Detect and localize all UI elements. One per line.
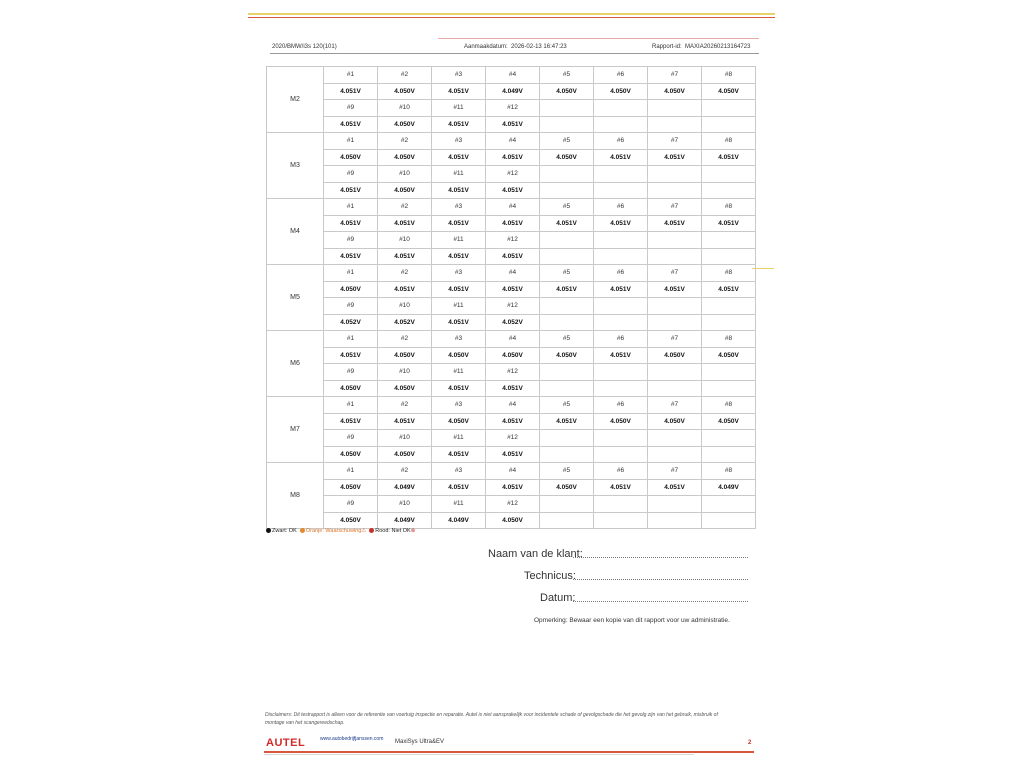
table-row (267, 67, 756, 84)
cell-voltage: 4.051V (432, 149, 486, 166)
header-accent-line (438, 38, 759, 39)
cell-voltage: 4.050V (432, 347, 486, 364)
cell-voltage: 4.050V (540, 347, 594, 364)
black-dot-icon (266, 528, 271, 533)
cell-number: #1 (324, 265, 378, 282)
cell-voltage: 4.050V (648, 347, 702, 364)
empty-cell (594, 248, 648, 265)
cell-number: #5 (540, 67, 594, 84)
date-label: Datum: (540, 592, 576, 604)
cell-voltage: 4.051V (486, 149, 540, 166)
cell-voltage: 4.051V (486, 446, 540, 463)
empty-cell (648, 166, 702, 183)
table-row (267, 298, 756, 315)
cell-voltage: 4.051V (324, 182, 378, 199)
cell-voltage: 4.051V (540, 215, 594, 232)
cell-number: #11 (432, 298, 486, 315)
cell-voltage: 4.050V (324, 479, 378, 496)
cell-voltage: 4.051V (432, 314, 486, 331)
cell-number: #12 (486, 100, 540, 117)
cell-number: #5 (540, 463, 594, 480)
cell-number: #9 (324, 298, 378, 315)
cell-number: #6 (594, 331, 648, 348)
cell-number: #5 (540, 199, 594, 216)
cell-number: #8 (702, 265, 756, 282)
table-row (267, 314, 756, 331)
module-label: M8 (267, 463, 324, 529)
technician-line (573, 579, 748, 580)
empty-cell (594, 232, 648, 249)
vehicle-info: 2020/BMW/i3s 120(101) (272, 44, 337, 50)
cell-voltage: 4.050V (702, 413, 756, 430)
footer-grey-bar (264, 754, 694, 755)
empty-cell (540, 314, 594, 331)
empty-cell (594, 166, 648, 183)
module-label: M4 (267, 199, 324, 265)
cell-voltage: 4.052V (486, 314, 540, 331)
cell-number: #8 (702, 133, 756, 150)
table-row (267, 397, 756, 414)
cell-number: #6 (594, 133, 648, 150)
cell-voltage: 4.050V (324, 281, 378, 298)
empty-cell (648, 182, 702, 199)
table-row (267, 232, 756, 249)
cell-number: #4 (486, 331, 540, 348)
cell-number: #1 (324, 67, 378, 84)
cell-number: #7 (648, 133, 702, 150)
table-row (267, 100, 756, 117)
cell-number: #4 (486, 67, 540, 84)
empty-cell (540, 380, 594, 397)
header-rule (270, 53, 759, 54)
empty-cell (594, 512, 648, 529)
cell-voltage: 4.049V (486, 83, 540, 100)
cell-number: #2 (378, 463, 432, 480)
empty-cell (648, 232, 702, 249)
cell-voltage: 4.050V (378, 83, 432, 100)
table-row (267, 215, 756, 232)
cell-number: #9 (324, 100, 378, 117)
cell-voltage: 4.050V (486, 512, 540, 529)
cell-number: #10 (378, 496, 432, 513)
cell-voltage: 4.051V (432, 479, 486, 496)
table-row (267, 364, 756, 381)
cell-number: #6 (594, 199, 648, 216)
empty-cell (648, 100, 702, 117)
table-row (267, 116, 756, 133)
customer-name-label: Naam van de klant: (488, 548, 583, 560)
cell-number: #2 (378, 199, 432, 216)
customer-name-line (573, 557, 748, 558)
cell-voltage: 4.050V (324, 512, 378, 529)
cell-voltage: 4.051V (702, 149, 756, 166)
cell-number: #11 (432, 100, 486, 117)
cell-voltage: 4.051V (432, 281, 486, 298)
legend-not-ok: Rood: Niet OK (375, 528, 411, 534)
cell-number: #2 (378, 265, 432, 282)
cell-number: #7 (648, 67, 702, 84)
cell-voltage: 4.051V (378, 215, 432, 232)
module-label: M5 (267, 265, 324, 331)
cell-number: #4 (486, 133, 540, 150)
cell-voltage: 4.050V (378, 446, 432, 463)
cell-voltage: 4.050V (378, 182, 432, 199)
cell-voltage: 4.051V (648, 149, 702, 166)
cell-voltage: 4.051V (648, 281, 702, 298)
cell-number: #7 (648, 331, 702, 348)
table-row (267, 446, 756, 463)
cell-number: #6 (594, 463, 648, 480)
cell-number: #10 (378, 100, 432, 117)
cell-number: #4 (486, 199, 540, 216)
table-row (267, 182, 756, 199)
cell-voltage: 4.050V (648, 413, 702, 430)
empty-cell (648, 430, 702, 447)
cell-voltage: 4.049V (432, 512, 486, 529)
cell-voltage: 4.051V (540, 281, 594, 298)
disclaimer: Disclaimers: Dit testrapport is alleen voor de referentie van voertuig inspectie en reparatie. Autel is niet aansprakelijk voor incidentele schade of gevolgschade die het gevolg zijn van het gebruik, misbruik of montage van het scangereedschap. (265, 712, 718, 726)
cell-number: #12 (486, 166, 540, 183)
cell-number: #7 (648, 199, 702, 216)
footer-red-bar (264, 751, 754, 753)
footer-product: MaxiSys Ultra&EV (395, 739, 445, 745)
cell-voltage: 4.051V (432, 215, 486, 232)
empty-cell (594, 496, 648, 513)
table-row (267, 380, 756, 397)
cell-voltage: 4.051V (324, 413, 378, 430)
report-id (652, 44, 750, 50)
cell-number: #12 (486, 430, 540, 447)
cell-number: #10 (378, 364, 432, 381)
cell-voltage: 4.051V (324, 116, 378, 133)
empty-cell (594, 430, 648, 447)
empty-cell (648, 248, 702, 265)
empty-cell (648, 298, 702, 315)
cell-number: #1 (324, 133, 378, 150)
cell-voltage: 4.051V (324, 347, 378, 364)
empty-cell (702, 380, 756, 397)
created-label: Aanmaakdatum: (464, 44, 508, 50)
table-row (267, 133, 756, 150)
cell-voltage: 4.052V (324, 314, 378, 331)
cell-voltage: 4.050V (702, 83, 756, 100)
cell-voltage: 4.050V (648, 83, 702, 100)
empty-cell (540, 100, 594, 117)
cell-voltage: 4.051V (432, 446, 486, 463)
table-row (267, 248, 756, 265)
cell-voltage-table (266, 66, 756, 529)
cell-number: #3 (432, 397, 486, 414)
table-row (267, 199, 756, 216)
cell-number: #1 (324, 331, 378, 348)
cell-number: #10 (378, 430, 432, 447)
cell-number: #8 (702, 463, 756, 480)
cell-voltage: 4.051V (702, 281, 756, 298)
empty-cell (540, 116, 594, 133)
error-icon: ⊗ (410, 528, 416, 534)
report-id-value: MAXIA20260213164723 (685, 44, 751, 50)
cell-number: #9 (324, 430, 378, 447)
table-row (267, 347, 756, 364)
empty-cell (702, 166, 756, 183)
cell-voltage: 4.051V (432, 83, 486, 100)
report-id-label: Rapport-id: (652, 44, 682, 50)
module-label: M7 (267, 397, 324, 463)
orange-dot-icon (300, 528, 305, 533)
autel-logo: AUTEL (266, 737, 306, 749)
cell-number: #9 (324, 232, 378, 249)
cell-number: #8 (702, 397, 756, 414)
cell-voltage: 4.049V (378, 479, 432, 496)
cell-number: #11 (432, 364, 486, 381)
empty-cell (540, 446, 594, 463)
empty-cell (540, 298, 594, 315)
empty-cell (540, 364, 594, 381)
empty-cell (702, 248, 756, 265)
red-dot-icon (369, 528, 374, 533)
cell-voltage: 4.051V (432, 116, 486, 133)
cell-number: #9 (324, 364, 378, 381)
empty-cell (702, 364, 756, 381)
cell-number: #12 (486, 232, 540, 249)
empty-cell (540, 430, 594, 447)
created-value: 2026-02-13 16:47:23 (511, 44, 567, 50)
cell-voltage: 4.050V (486, 347, 540, 364)
legend-ok: Zwart: OK (272, 528, 297, 534)
empty-cell (648, 380, 702, 397)
cell-number: #9 (324, 496, 378, 513)
legend (266, 528, 415, 534)
cell-voltage: 4.051V (486, 248, 540, 265)
cell-voltage: 4.049V (378, 512, 432, 529)
cell-voltage: 4.051V (486, 215, 540, 232)
cell-voltage: 4.051V (486, 116, 540, 133)
table-row (267, 463, 756, 480)
cell-voltage: 4.051V (324, 215, 378, 232)
empty-cell (594, 182, 648, 199)
module-label: M6 (267, 331, 324, 397)
cell-number: #6 (594, 265, 648, 282)
empty-cell (594, 314, 648, 331)
cell-voltage: 4.050V (378, 347, 432, 364)
created-date (464, 44, 567, 50)
legend-warning: Oranje: Waarschuwing⚠ (305, 528, 367, 534)
cell-voltage: 4.051V (432, 380, 486, 397)
date-line (573, 601, 748, 602)
cell-voltage: 4.050V (378, 380, 432, 397)
cell-number: #1 (324, 199, 378, 216)
cell-number: #2 (378, 67, 432, 84)
cell-number: #11 (432, 430, 486, 447)
cell-voltage: 4.051V (378, 281, 432, 298)
cell-voltage: 4.051V (324, 83, 378, 100)
cell-voltage: 4.051V (594, 215, 648, 232)
empty-cell (648, 364, 702, 381)
cell-number: #2 (378, 397, 432, 414)
cell-number: #7 (648, 463, 702, 480)
cell-number: #11 (432, 496, 486, 513)
cell-voltage: 4.050V (594, 413, 648, 430)
cell-number: #6 (594, 397, 648, 414)
empty-cell (702, 496, 756, 513)
cell-number: #8 (702, 67, 756, 84)
cell-voltage: 4.050V (540, 83, 594, 100)
cell-voltage: 4.050V (702, 347, 756, 364)
cell-voltage: 4.050V (378, 116, 432, 133)
empty-cell (594, 298, 648, 315)
cell-voltage: 4.051V (432, 248, 486, 265)
cell-voltage: 4.051V (324, 248, 378, 265)
cell-number: #5 (540, 265, 594, 282)
top-red-line (248, 17, 775, 18)
cell-number: #10 (378, 166, 432, 183)
cell-number: #5 (540, 331, 594, 348)
cell-number: #6 (594, 67, 648, 84)
cell-voltage: 4.051V (378, 413, 432, 430)
cell-voltage: 4.050V (324, 380, 378, 397)
cell-voltage: 4.051V (486, 413, 540, 430)
cell-number: #12 (486, 298, 540, 315)
table-row (267, 413, 756, 430)
cell-number: #4 (486, 265, 540, 282)
cell-voltage: 4.051V (594, 281, 648, 298)
module-label: M2 (267, 67, 324, 133)
cell-voltage: 4.051V (540, 413, 594, 430)
table-row (267, 331, 756, 348)
cell-number: #12 (486, 496, 540, 513)
cell-number: #3 (432, 133, 486, 150)
cell-number: #8 (702, 331, 756, 348)
empty-cell (702, 100, 756, 117)
empty-cell (702, 314, 756, 331)
page-number: 2 (748, 740, 752, 746)
cell-voltage: 4.050V (540, 149, 594, 166)
cell-number: #9 (324, 166, 378, 183)
cell-voltage: 4.051V (486, 380, 540, 397)
cell-number: #3 (432, 331, 486, 348)
cell-number: #1 (324, 397, 378, 414)
table-row (267, 479, 756, 496)
empty-cell (594, 446, 648, 463)
empty-cell (648, 446, 702, 463)
cell-voltage: 4.050V (432, 413, 486, 430)
cell-voltage: 4.051V (702, 215, 756, 232)
cell-voltage: 4.050V (324, 149, 378, 166)
cell-number: #3 (432, 463, 486, 480)
empty-cell (540, 248, 594, 265)
empty-cell (540, 182, 594, 199)
cell-number: #3 (432, 67, 486, 84)
empty-cell (702, 116, 756, 133)
empty-cell (540, 166, 594, 183)
empty-cell (540, 512, 594, 529)
cell-number: #10 (378, 232, 432, 249)
cell-voltage: 4.050V (540, 479, 594, 496)
empty-cell (648, 512, 702, 529)
empty-cell (594, 100, 648, 117)
empty-cell (648, 496, 702, 513)
top-accent-line (248, 13, 775, 15)
cell-number: #7 (648, 397, 702, 414)
empty-cell (594, 116, 648, 133)
table-row (267, 265, 756, 282)
empty-cell (540, 232, 594, 249)
cell-voltage: 4.051V (648, 479, 702, 496)
empty-cell (594, 364, 648, 381)
empty-cell (702, 512, 756, 529)
cell-number: #8 (702, 199, 756, 216)
empty-cell (702, 298, 756, 315)
empty-cell (702, 446, 756, 463)
empty-cell (540, 496, 594, 513)
cell-voltage: 4.051V (594, 347, 648, 364)
cell-number: #5 (540, 397, 594, 414)
table-row (267, 281, 756, 298)
cell-voltage: 4.050V (324, 446, 378, 463)
cell-number: #11 (432, 232, 486, 249)
cell-number: #2 (378, 331, 432, 348)
table-row (267, 496, 756, 513)
cell-number: #4 (486, 397, 540, 414)
cell-voltage: 4.051V (378, 248, 432, 265)
empty-cell (648, 116, 702, 133)
cell-voltage: 4.051V (594, 149, 648, 166)
cell-number: #7 (648, 265, 702, 282)
cell-voltage: 4.050V (594, 83, 648, 100)
cell-voltage: 4.051V (432, 182, 486, 199)
cell-number: #3 (432, 199, 486, 216)
table-row (267, 83, 756, 100)
empty-cell (702, 182, 756, 199)
note: Opmerking: Bewaar een kopie van dit rapport voor uw administratie. (534, 617, 730, 624)
cell-voltage: 4.051V (594, 479, 648, 496)
cell-voltage: 4.052V (378, 314, 432, 331)
cell-voltage: 4.050V (378, 149, 432, 166)
module-label: M3 (267, 133, 324, 199)
empty-cell (702, 232, 756, 249)
cell-voltage: 4.049V (702, 479, 756, 496)
table-row (267, 430, 756, 447)
cell-voltage: 4.051V (486, 479, 540, 496)
cell-number: #1 (324, 463, 378, 480)
table-row (267, 149, 756, 166)
empty-cell (594, 380, 648, 397)
cell-number: #3 (432, 265, 486, 282)
cell-number: #5 (540, 133, 594, 150)
cell-number: #2 (378, 133, 432, 150)
empty-cell (702, 430, 756, 447)
cell-number: #11 (432, 166, 486, 183)
cell-number: #10 (378, 298, 432, 315)
technician-label: Technicus: (524, 570, 576, 582)
cell-number: #4 (486, 463, 540, 480)
cell-number: #12 (486, 364, 540, 381)
cell-voltage: 4.051V (486, 281, 540, 298)
cell-voltage: 4.051V (486, 182, 540, 199)
table-row (267, 166, 756, 183)
table-row (267, 512, 756, 529)
footer-url[interactable]: www.autobedrijfjanssen.com (320, 736, 384, 742)
cell-voltage: 4.051V (648, 215, 702, 232)
empty-cell (648, 314, 702, 331)
